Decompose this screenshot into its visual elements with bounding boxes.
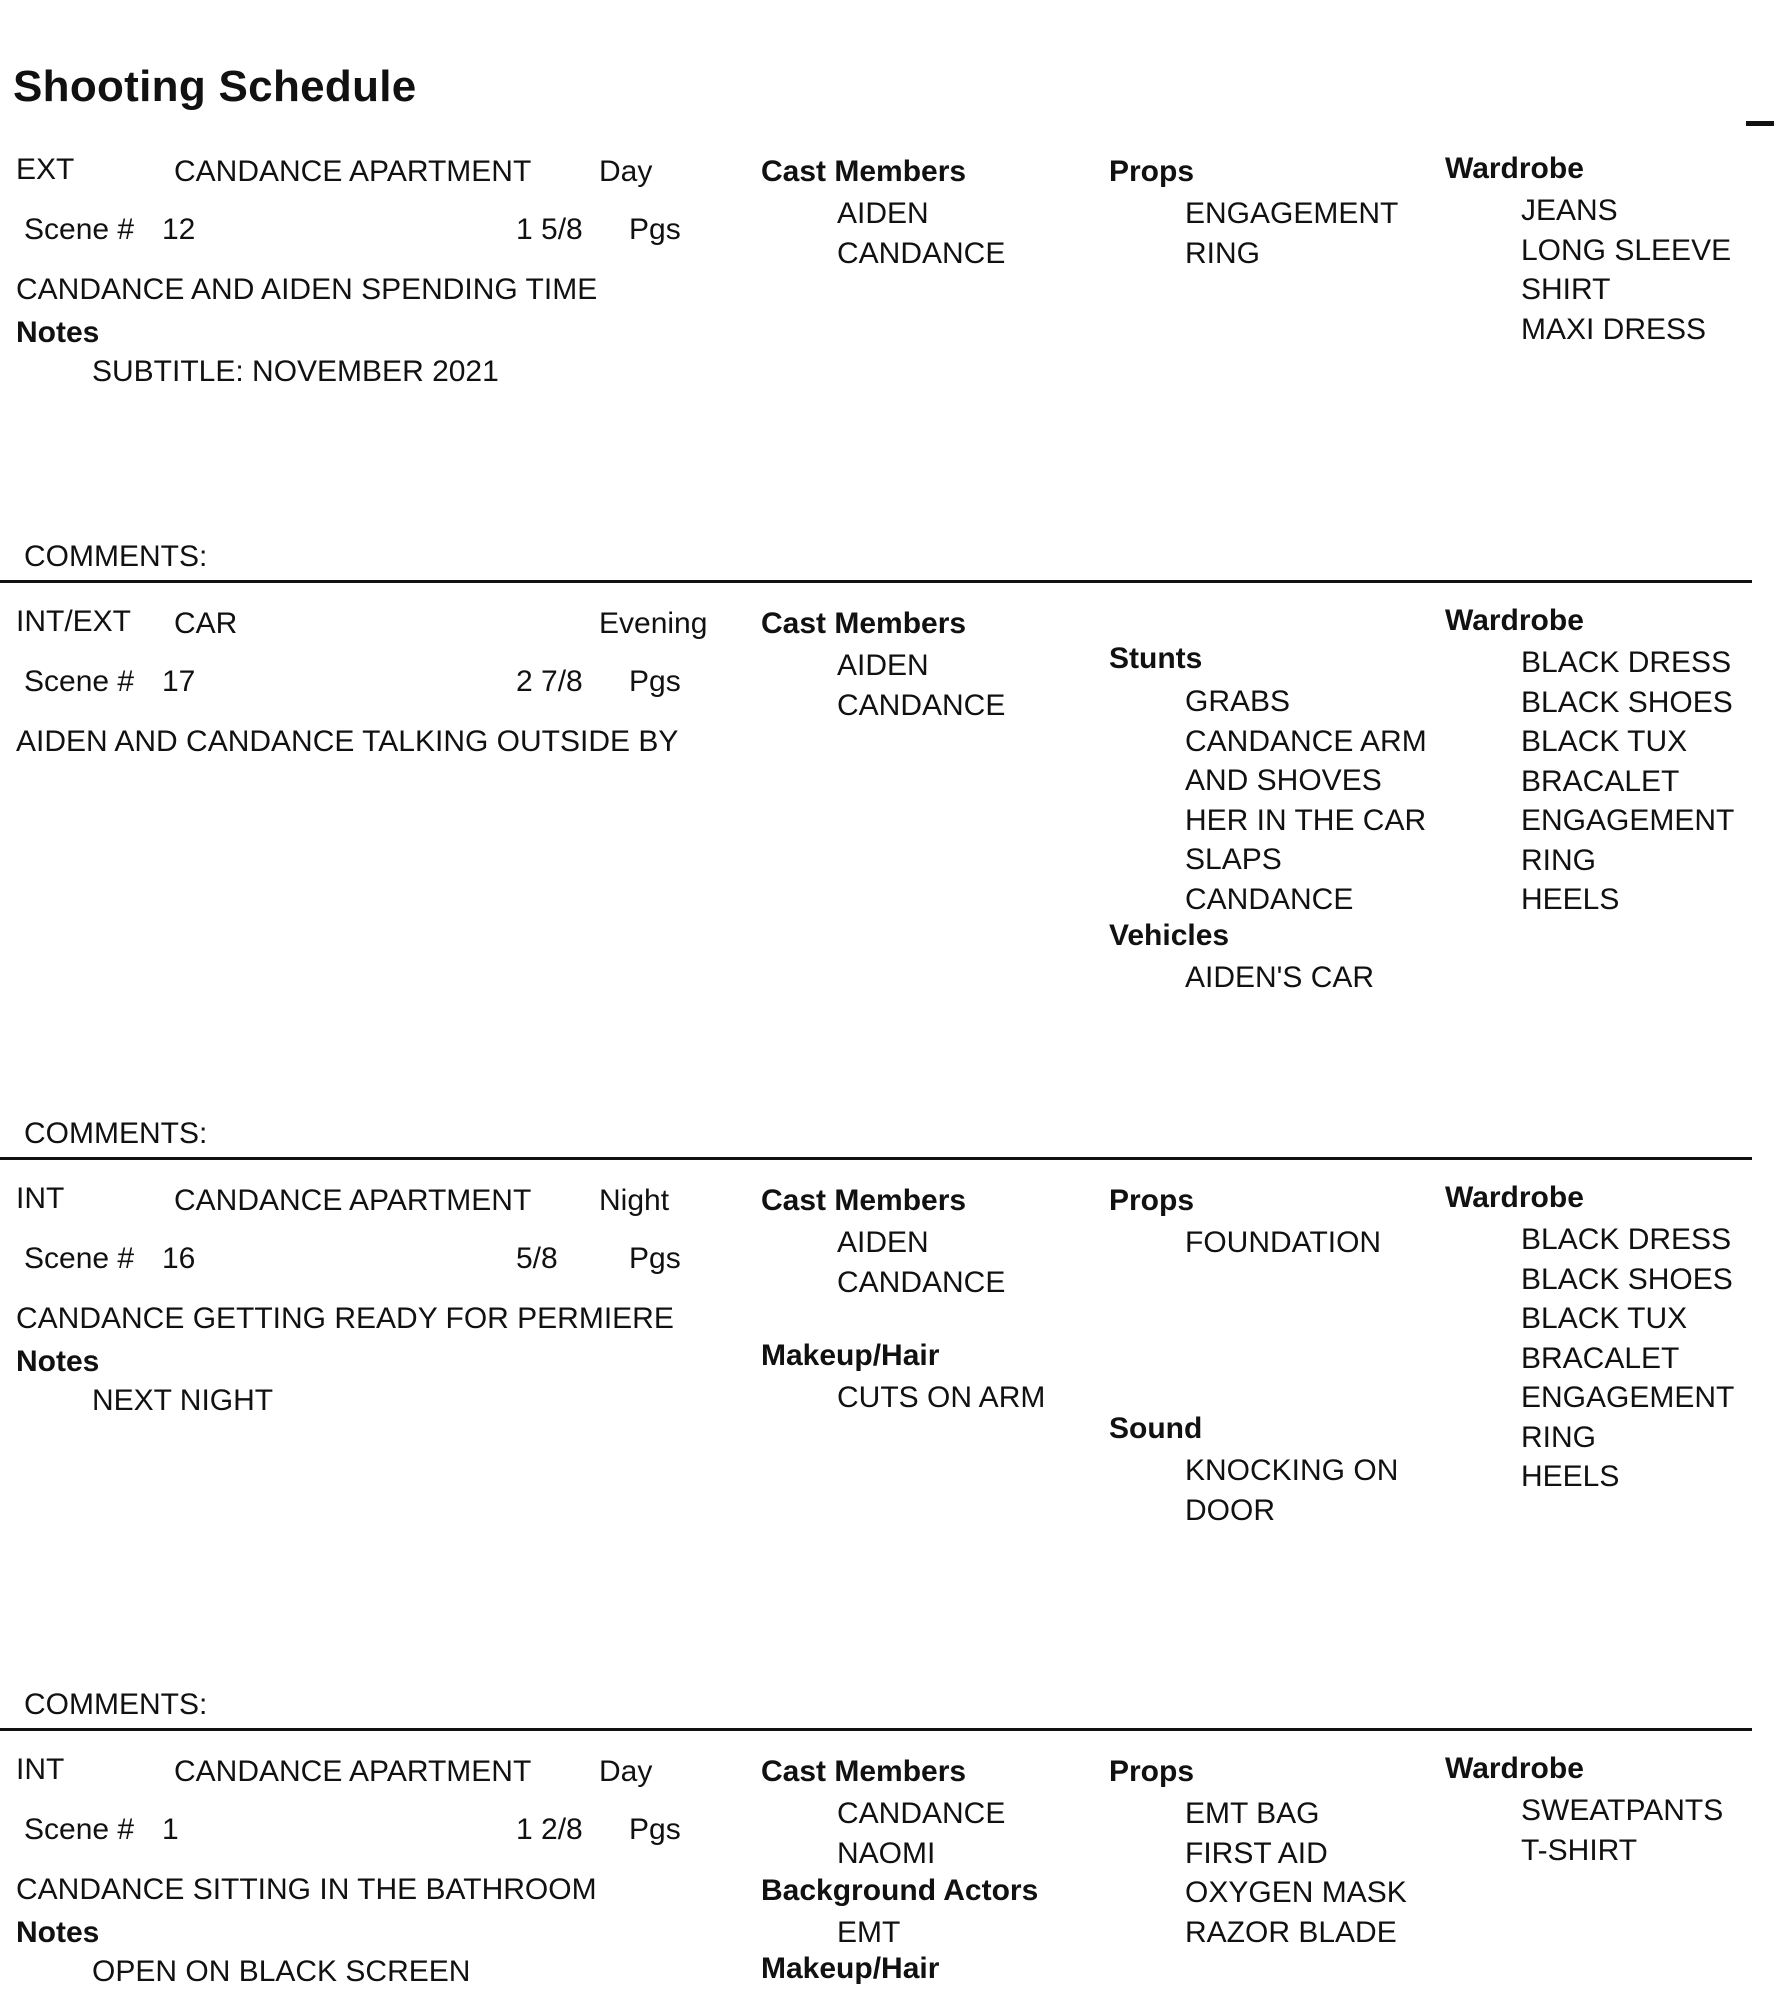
vehicle-item: AIDEN'S CAR [1185,961,1375,994]
time-of-day: Evening [599,607,708,640]
notes-text: SUBTITLE: NOVEMBER 2021 [92,355,499,388]
props-header: Props [1109,155,1195,188]
wardrobe-item: BLACK SHOES [1521,1262,1733,1296]
wardrobe-item: HEELS [1521,883,1620,916]
cast-header: Cast Members [761,1755,967,1788]
comments-label: COMMENTS: [24,1117,208,1150]
cast-member: CANDANCE [837,688,1006,722]
int-ext: INT [16,1753,65,1786]
strip-divider [0,580,1752,583]
stunt-item: AND SHOVES [1185,764,1382,797]
page-count: 5/8 [516,1242,558,1275]
notes-label: Notes [16,316,100,349]
notes-text: OPEN ON BLACK SCREEN [92,1955,471,1988]
scene-label: Scene # [24,1242,135,1275]
scene-description: CANDANCE SITTING IN THE BATHROOM [16,1873,597,1906]
time-of-day: Day [599,155,653,188]
int-ext: INT/EXT [16,605,132,638]
sound-item: KNOCKING ON [1185,1454,1399,1487]
makeup-header: Makeup/Hair [761,1339,940,1372]
page-count: 2 7/8 [516,665,583,698]
location: CANDANCE APARTMENT [174,1184,532,1217]
sound-item: DOOR [1185,1493,1275,1527]
wardrobe-header: Wardrobe [1445,1181,1584,1214]
wardrobe-item: BLACK TUX [1521,1302,1688,1335]
scene-number: 1 [162,1813,179,1846]
cast-member: CANDANCE [837,236,1006,270]
stunt-item: GRABS [1185,685,1291,718]
stunts-header: Stunts [1109,642,1203,675]
time-of-day: Day [599,1755,653,1788]
vehicles-header: Vehicles [1109,919,1230,952]
pages-label: Pgs [629,1813,681,1846]
strip-divider [0,1728,1752,1731]
makeup-item: CUTS ON ARM [837,1381,1046,1414]
wardrobe-item: BLACK SHOES [1521,685,1733,719]
location: CANDANCE APARTMENT [174,1755,532,1788]
page-count: 1 2/8 [516,1813,583,1846]
wardrobe-item: ENGAGEMENT [1521,1381,1735,1414]
scene-label: Scene # [24,213,135,246]
props-header: Props [1109,1755,1195,1788]
time-of-day: Night [599,1184,670,1217]
wardrobe-header: Wardrobe [1445,152,1584,185]
scene-number: 17 [162,665,196,698]
comments-label: COMMENTS: [24,540,208,573]
props-header: Props [1109,1184,1195,1217]
scene-description: AIDEN AND CANDANCE TALKING OUTSIDE BY [16,725,679,758]
wardrobe-header: Wardrobe [1445,604,1584,637]
int-ext: EXT [16,153,75,186]
pages-label: Pgs [629,1242,681,1275]
wardrobe-item: LONG SLEEVE [1521,233,1732,267]
wardrobe-item: T-SHIRT [1521,1833,1638,1867]
wardrobe-item: SHIRT [1521,273,1611,306]
cast-member: AIDEN [837,649,929,682]
cast-member: NAOMI [837,1836,936,1870]
comments-label: COMMENTS: [24,1688,208,1721]
cast-header: Cast Members [761,1184,967,1217]
prop-item: RAZOR BLADE [1185,1915,1397,1949]
page-edge-mark [1746,121,1774,126]
stunt-item: HER IN THE CAR [1185,803,1427,837]
wardrobe-item: MAXI DRESS [1521,312,1707,346]
scene-number: 12 [162,213,196,246]
notes-label: Notes [16,1345,100,1378]
location: CAR [174,607,238,640]
cast-member: CANDANCE [837,1797,1006,1830]
prop-item: EMT BAG [1185,1797,1320,1830]
wardrobe-item: BLACK DRESS [1521,646,1732,679]
pages-label: Pgs [629,665,681,698]
stunt-item: SLAPS [1185,843,1282,876]
cast-header: Cast Members [761,607,967,640]
page-title: Shooting Schedule [13,62,417,111]
wardrobe-item: BRACALET [1521,1341,1680,1375]
notes-label: Notes [16,1916,100,1949]
wardrobe-item: RING [1521,843,1596,877]
pages-label: Pgs [629,213,681,246]
cast-member: AIDEN [837,1226,929,1259]
wardrobe-item: BLACK DRESS [1521,1223,1732,1256]
cast-member: AIDEN [837,197,929,230]
wardrobe-item: BLACK TUX [1521,725,1688,758]
notes-text: NEXT NIGHT [92,1384,274,1417]
wardrobe-item: HEELS [1521,1460,1620,1493]
location: CANDANCE APARTMENT [174,155,532,188]
cast-member: CANDANCE [837,1265,1006,1299]
wardrobe-header: Wardrobe [1445,1752,1584,1785]
page-count: 1 5/8 [516,213,583,246]
background-item: EMT [837,1916,901,1949]
stunt-item: CANDANCE ARM [1185,724,1427,758]
prop-item: OXYGEN MASK [1185,1876,1407,1909]
scene-description: CANDANCE GETTING READY FOR PERMIERE [16,1302,674,1335]
scene-description: CANDANCE AND AIDEN SPENDING TIME [16,273,598,306]
scene-label: Scene # [24,665,135,698]
scene-label: Scene # [24,1813,135,1846]
wardrobe-item: JEANS [1521,194,1618,227]
prop-item: ENGAGEMENT [1185,197,1399,230]
prop-item: FOUNDATION [1185,1226,1382,1259]
cast-header: Cast Members [761,155,967,188]
int-ext: INT [16,1182,65,1215]
sound-header: Sound [1109,1412,1203,1445]
strip-divider [0,1157,1752,1160]
prop-item: RING [1185,236,1260,270]
wardrobe-item: SWEATPANTS [1521,1794,1724,1827]
scene-number: 16 [162,1242,196,1275]
wardrobe-item: ENGAGEMENT [1521,804,1735,837]
wardrobe-item: BRACALET [1521,764,1680,798]
makeup-header: Makeup/Hair [761,1952,940,1985]
prop-item: FIRST AID [1185,1836,1328,1870]
wardrobe-item: RING [1521,1420,1596,1454]
background-header: Background Actors [761,1874,1039,1907]
stunt-item: CANDANCE [1185,882,1354,916]
